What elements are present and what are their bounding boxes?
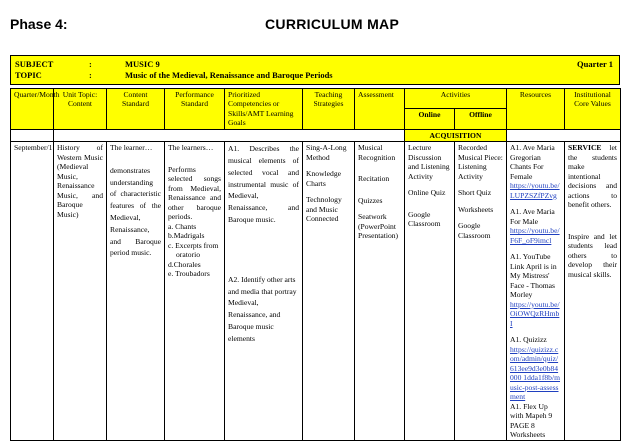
col-quarter-month: Quarter/Month bbox=[11, 89, 54, 130]
perf-item: d.Chorales bbox=[168, 259, 201, 269]
resource-link[interactable]: https://youtu.be/LUPZSZfPZvg bbox=[510, 181, 560, 200]
teaching-item: Knowledge Charts bbox=[306, 169, 342, 188]
assessment-item: Quizzes bbox=[358, 195, 383, 205]
offline-item: Short Quiz bbox=[458, 188, 492, 198]
online-activities-cell bbox=[405, 142, 455, 441]
teaching-item: Technology and Music Connected bbox=[306, 195, 342, 224]
subject-colon: : bbox=[89, 59, 92, 69]
unit-topic-cell: History of Western Music (Medieval Music, Renaissance Music, and Baroque Music) bbox=[54, 142, 107, 441]
competency-a1: A1. Describes the musical elements of selected vocal and instrumental music of Medieval, Renaissance, and Baroque music. bbox=[228, 144, 299, 225]
resource-text: A1. Ave Maria Gregorian Chants For Female bbox=[510, 143, 555, 181]
col-unit-topic: Unit Topic: Content bbox=[54, 89, 107, 130]
performance-standard-cell bbox=[165, 142, 225, 441]
assessment-item: Musical Recognition bbox=[358, 143, 396, 162]
value-text: let the students make intentional decisions and actions to benefit others. bbox=[568, 143, 617, 210]
subject-value: MUSIC 9 bbox=[125, 59, 160, 69]
subject-label: SUBJECT bbox=[15, 59, 54, 69]
online-item: Online Quiz bbox=[408, 188, 446, 198]
acquisition-label: ACQUISITION bbox=[405, 129, 507, 141]
resource-text: A1. Quizizz bbox=[510, 335, 547, 345]
value-keyword: SERVICE bbox=[568, 143, 602, 153]
resource-text: A1. YouTube Link April is in My Mistress' Face - Thomas Morley bbox=[510, 252, 557, 300]
online-item: Lecture Discussion and Listening Activity bbox=[408, 143, 450, 181]
offline-item: Recorded Musical Piece: Listening Activity bbox=[458, 143, 503, 181]
curriculum-table bbox=[10, 88, 621, 441]
offline-item: Google Classroom bbox=[458, 221, 491, 240]
header-row bbox=[11, 89, 621, 109]
page-header bbox=[10, 16, 628, 36]
resource-link[interactable]: https://youtu.be/F6F_oF9imcl bbox=[510, 226, 560, 245]
perf-item: a. Chants bbox=[168, 221, 197, 231]
assessment-item: Seatwork (PowerPoint Presentation) bbox=[358, 212, 399, 241]
content-intro: The learner… bbox=[110, 143, 153, 153]
acquisition-row bbox=[11, 129, 621, 141]
perf-text: Performs selected songs from Medieval, Renaissance and other baroque periods. bbox=[168, 164, 221, 222]
content-text: demonstrates understanding of characteristic features of the Medieval, Renaissance, and Baroque period music. bbox=[110, 165, 161, 258]
topic-value: Music of the Medieval, Renaissance and Baroque Periods bbox=[125, 70, 333, 80]
topic-label: TOPIC bbox=[15, 70, 42, 80]
teaching-cell bbox=[303, 142, 355, 441]
assessment-item: Recitation bbox=[358, 174, 390, 184]
month-cell: September/1 bbox=[11, 142, 54, 441]
resource-text: A1. Ave Maria For Male bbox=[510, 207, 555, 226]
offline-activities-cell bbox=[455, 142, 507, 441]
col-activities: Activities bbox=[405, 89, 507, 109]
page-title: CURRICULUM MAP bbox=[265, 16, 400, 32]
col-performance-standard: Performance Standard bbox=[165, 89, 225, 130]
resource-link[interactable]: https://quizizz.com/admin/quiz/613ee9d3e0b84000 1dda1f8b/music-post-assessment bbox=[510, 344, 560, 402]
content-standard-cell bbox=[107, 142, 165, 441]
col-prioritized: Prioritized Competencies or Skills/AMT Learning Goals bbox=[225, 89, 303, 130]
subject-topic-banner bbox=[10, 55, 620, 85]
quarter-label: Quarter 1 bbox=[577, 59, 613, 69]
online-item: Google Classroom bbox=[408, 209, 441, 229]
competency-a2: A2. Identify other arts and media that portray Medieval, Renaissance, and Baroque music elements bbox=[228, 274, 297, 343]
topic-row bbox=[11, 70, 619, 82]
col-assessment: Assessment bbox=[355, 89, 405, 130]
table-row bbox=[11, 142, 621, 441]
resource-link[interactable]: https://youtu.be/OiOWQzRHmbI bbox=[510, 299, 560, 328]
assessment-cell bbox=[355, 142, 405, 441]
col-values: Institutional Core Values bbox=[565, 89, 621, 130]
competencies-cell bbox=[225, 142, 303, 441]
col-teaching: Teaching Strategies bbox=[303, 89, 355, 130]
topic-colon: : bbox=[89, 70, 92, 80]
perf-item: e. Troubadors bbox=[168, 269, 210, 279]
resources-cell bbox=[507, 142, 565, 441]
value-text-2: Inspire and let students lead others to develop their musical skills. bbox=[568, 231, 617, 279]
col-offline: Offline bbox=[455, 109, 507, 129]
col-online: Online bbox=[405, 109, 455, 129]
teaching-item: Sing-A-Long Method bbox=[306, 143, 347, 162]
perf-item: c. Excerpts from bbox=[168, 240, 219, 250]
perf-item: b.Madrigals bbox=[168, 231, 205, 241]
perf-item: oratorio bbox=[176, 250, 201, 260]
col-content-standard: Content Standard bbox=[107, 89, 165, 130]
resource-text: A1. Flex Up with Mapeh 9 PAGE 8 Worksheets bbox=[510, 401, 553, 439]
offline-item: Worksheets bbox=[458, 204, 494, 214]
core-values-cell bbox=[565, 142, 621, 441]
col-resources: Resources bbox=[507, 89, 565, 130]
perf-intro: The learners… bbox=[168, 143, 214, 153]
phase-label: Phase 4: bbox=[10, 16, 68, 32]
